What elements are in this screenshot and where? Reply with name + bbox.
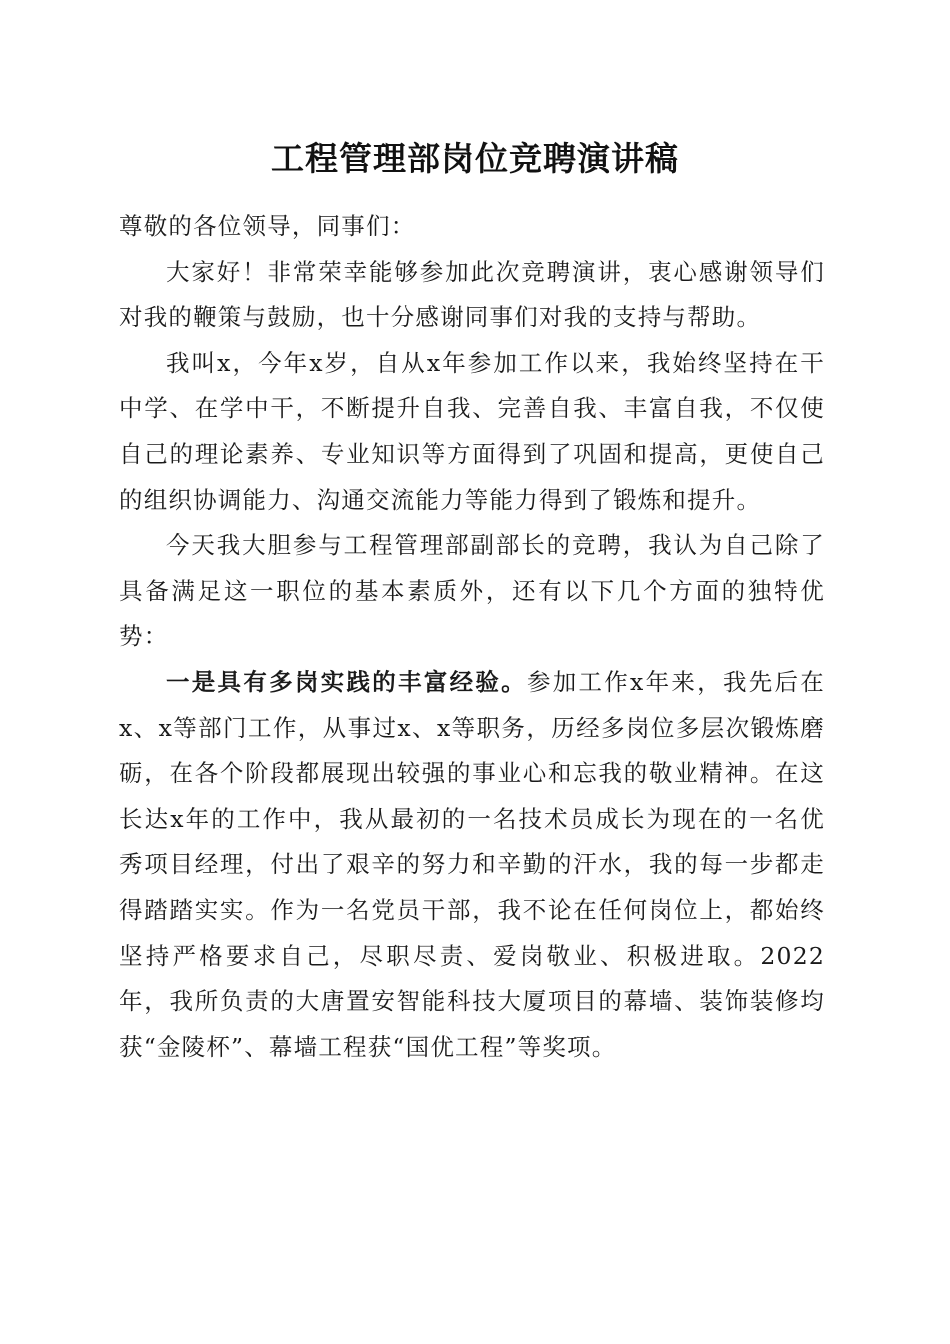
paragraph-text: 今天我大胆参与工程管理部副部长的竞聘，我认为自己除了具备满足这一职位的基本素质外，还有以下几个方面的独特优势：	[119, 531, 825, 651]
document-body	[119, 204, 825, 1070]
paragraph-advantage-one	[119, 660, 825, 1070]
paragraph-text: 参加工作x年来，我先后在x、x等部门工作，从事过x、x等职务，历经多岗位多层次锻炼磨砺，在各个阶段都展现出较强的事业心和忘我的敬业精神。在这长达x年的工作中，我从最初的一名技术员成长为现在的一名优秀项目经理，付出了艰辛的努力和辛勤的汗水，我的每一步都走得踏踏实实。作为一名党员干部，我不论在任何岗位上，都始终坚持严格要求自己，尽职尽责、爱岗敬业、积极进取。2022年，我所负责的大唐置安智能科技大厦项目的幕墙、装饰装修均获“金陵杯”、幕墙工程获“国优工程”等奖项。	[119, 667, 825, 1061]
paragraph-text: 大家好！非常荣幸能够参加此次竞聘演讲，衷心感谢领导们对我的鞭策与鼓励，也十分感谢同事们对我的支持与帮助。	[119, 257, 825, 332]
document-title: 工程管理部岗位竞聘演讲稿	[271, 139, 679, 178]
paragraph-text: 我叫x，今年x岁，自从x年参加工作以来，我始终坚持在干中学、在学中干，不断提升自我、完善自我、丰富自我，不仅使自己的理论素养、专业知识等方面得到了巩固和提高，更使自己的组织协调能力、沟通交流能力等能力得到了锻炼和提升。	[119, 348, 825, 514]
paragraph-greeting	[119, 250, 825, 341]
salutation: 尊敬的各位领导，同事们：	[119, 212, 416, 240]
paragraph-self-intro	[119, 341, 825, 523]
paragraph-lead-heading: 一是具有多岗实践的丰富经验。	[166, 667, 527, 696]
paragraph-motivation	[119, 523, 825, 660]
